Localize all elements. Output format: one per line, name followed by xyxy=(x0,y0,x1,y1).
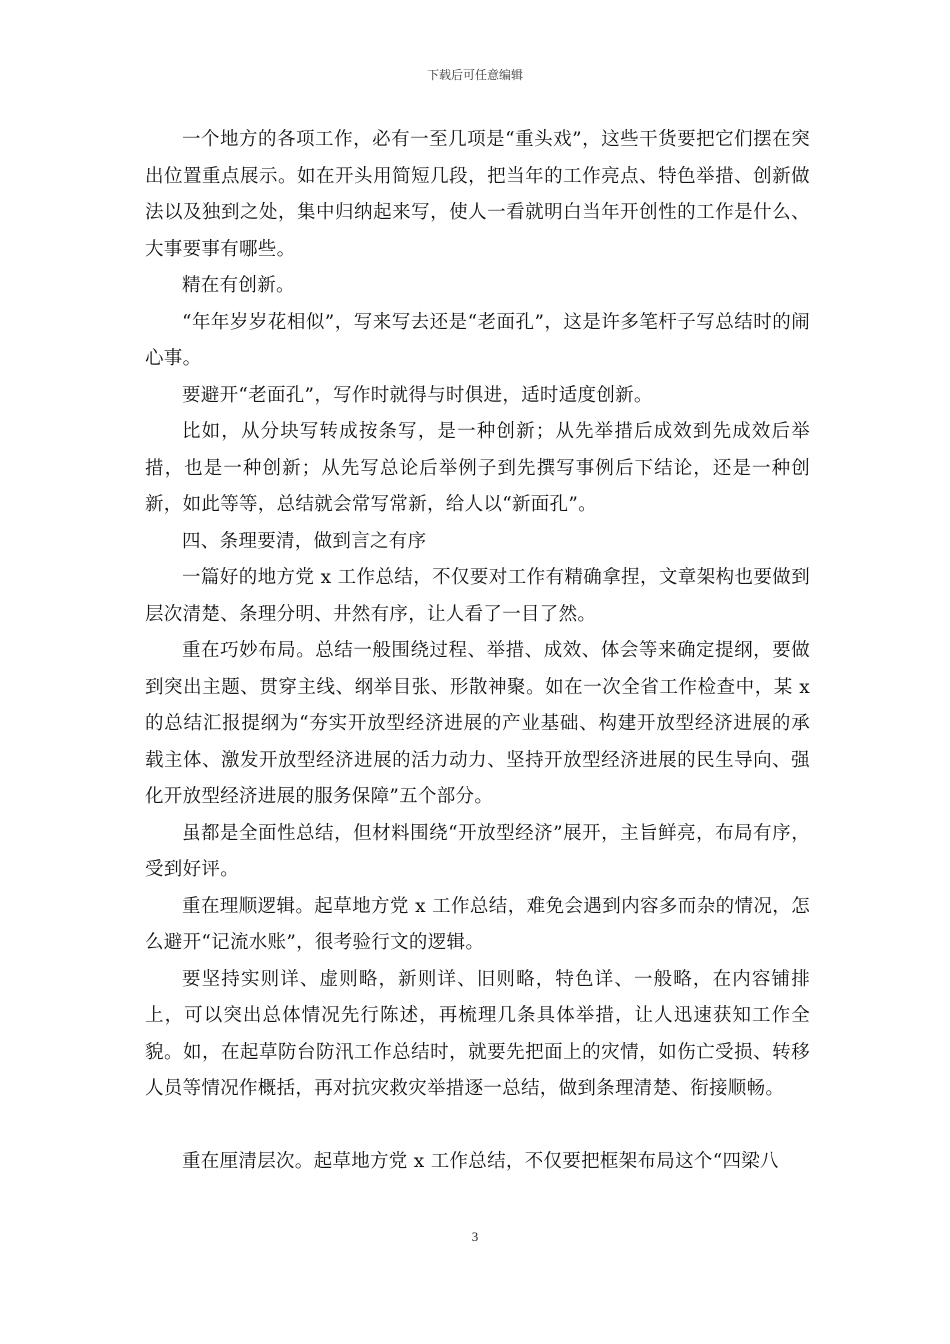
section-heading: 四、条理要清，做到言之有序 xyxy=(182,530,427,552)
paragraph: 比如，从分块写转成按条写，是一种创新；从先举措后成效到先成效后举措，也是一种创新；从先写总论后举例子到先撰写事例后下结论，还是一种创新，如此等等，总结就会常写常新，给人以“新面孔”。 xyxy=(145,421,810,515)
paragraph: 要坚持实则详、虚则略，新则详、旧则略，特色详、一般略，在内容铺排上，可以突出总体情况先行陈述，再梳理几条具体举措，让人迅速获知工作全貌。如，在起草防台防汛工作总结时，就要先把面上的灾情，如伤亡受损、转移人员等情况作概括，再对抗灾救灾举措逐一总结，做到条理清楚、衔接顺畅。 xyxy=(145,968,810,1099)
paragraph: 一个地方的各项工作，必有一至几项是“重头戏”，这些干货要把它们摆在突出位置重点展示。如在开头用简短几段，把当年的工作亮点、特色举措、创新做法以及独到之处，集中归纳起来写，使人一看就明白当年开创性的工作是什么、大事要事有哪些。 xyxy=(145,129,810,260)
paragraph: 虽都是全面性总结，但材料围绕“开放型经济”展开，主旨鲜亮，布局有序，受到好评。 xyxy=(145,822,810,880)
paragraph: 重在理顺逻辑。起草地方党 x 工作总结，难免会遇到内容多而杂的情况，怎么避开“记流水账”，很考验行文的逻辑。 xyxy=(145,895,810,953)
paragraph: 重在厘清层次。起草地方党 x 工作总结，不仅要把框架布局这个“四梁八 xyxy=(182,1151,779,1172)
paragraph: 要避开“老面孔”，写作时就得与时俱进，适时适度创新。 xyxy=(182,384,653,406)
paragraph: 重在巧妙布局。总结一般围绕过程、举措、成效、体会等来确定提纲，要做到突出主题、贯穿主线、纲举目张、形散神聚。如在一次全省工作检查中，某 x 的总结汇报提纲为“夯实开放型经济进展的产业基础、构建开放型经济进展的承载主体、激发开放型经济进展的活力动力、坚持开放型经济进展的民生导向、强化开放型经济进展的服务保障”五个部分。 xyxy=(145,640,810,807)
page-header: 下载后可任意编辑 xyxy=(426,68,523,82)
document-body xyxy=(145,122,810,1181)
page-number: 3 xyxy=(471,1229,479,1244)
paragraph: 精在有创新。 xyxy=(182,275,295,296)
paragraph: 一篇好的地方党 x 工作总结，不仅要对工作有精确拿捏，文章架构也要做到层次清楚、条理分明、井然有序，让人看了一目了然。 xyxy=(145,567,810,625)
paragraph: “年年岁岁花相似”，写来写去还是“老面孔”，这是许多笔杆子写总结时的闹心事。 xyxy=(145,311,810,369)
